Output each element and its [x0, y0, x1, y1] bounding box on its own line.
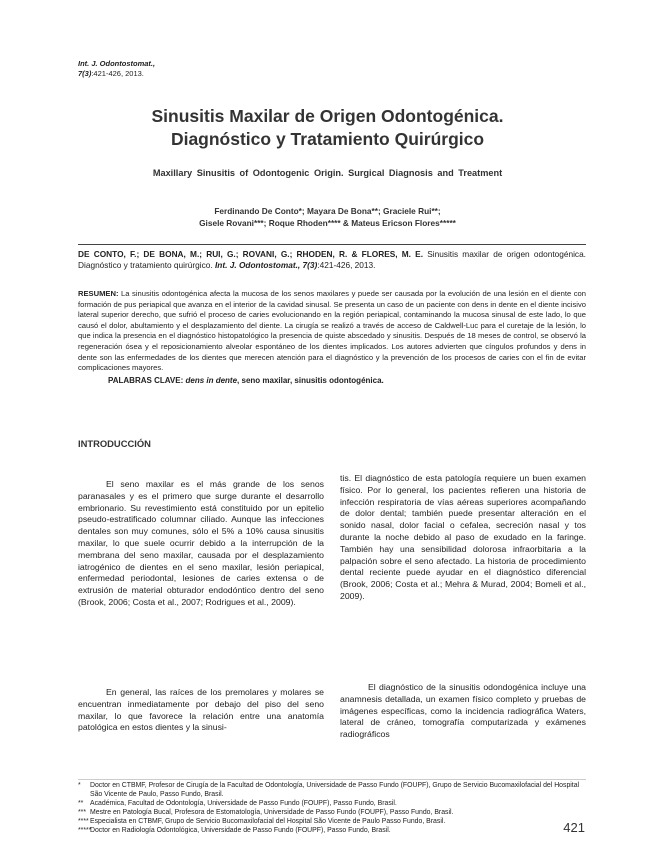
- journal-name: Int. J. Odontostomat.,: [78, 59, 156, 68]
- column-right-paragraph-2: [340, 682, 586, 741]
- footnote-mark: ***: [78, 808, 87, 816]
- english-title: Maxillary Sinusitis of Odontogenic Origin. Surgical Diagnosis and Treatment: [152, 168, 503, 178]
- paragraph: En general, las raíces de los premolares y molares se encuentran inmediatamente por debajo del piso del seno maxilar, lo que favorece la relación entre una anatomía patológica en estos dientes y la sinusi-: [78, 687, 324, 733]
- citation-journal: Int. J. Odontostomat., 7(3): [214, 260, 318, 270]
- title-line-2: Diagnóstico y Tratamiento Quirúrgico: [170, 129, 485, 149]
- footnote: [78, 809, 586, 818]
- footnote-mark: *****: [78, 826, 92, 834]
- keywords-label: PALABRAS CLAVE:: [108, 376, 186, 385]
- column-left-paragraph-1: [78, 479, 324, 609]
- section-heading: INTRODUCCIÓN: [78, 438, 151, 449]
- paragraph: El diagnóstico de la sinusitis odondogénica incluye una anamnesis detallada, un examen físico completo y pruebas de imágenes específicas, como la incidencia radiográfica Waters, lateral de cráneo, tomografía computarizada y exámenes radiográficos: [340, 682, 586, 740]
- paragraph: El seno maxilar es el más grande de los senos paranasales y es el primero que surge durante el desarrollo embrionario. Su revestimiento está constituido por un epitelio pseudo-estratificado columnar ciliado. Aunque las infecciones dentales son muy comunes, sólo el 5% a 10% causa sinusitis maxilar, lo que suele ocurrir debido a la interrupción de la membrana del seno maxilar, causada por el desplazamiento iatrogénico de dientes en el seno maxilar, lesión periapical, enfermedad periodontal, lesiones de caries extensa o de extrusión de material obturador endodóntico dentro del seno (Brook, 2006; Costa et al., 2007; Rodrigues et al., 2009).: [78, 479, 324, 607]
- citation: [78, 249, 586, 271]
- abstract: [78, 289, 586, 374]
- column-left-paragraph-2: [78, 687, 324, 734]
- footnote: [78, 782, 586, 800]
- footnote-mark: *: [78, 782, 81, 789]
- header-divider: [78, 244, 586, 245]
- citation-pages: :421-426, 2013.: [317, 260, 376, 270]
- author-list: [0, 206, 655, 229]
- footnote: [78, 827, 586, 836]
- paragraph: tis. El diagnóstico de esta patología requiere un buen examen físico. Por lo general, los pacientes refieren una historia de infección respiratoria de vías aéreas superiores acompañando de dolor dental; también puede presentar alteración en el sonido nasal, dolor facial o cefalea, secreción nasal y tos durante la noche debido al paso de exudado en la faringe. También hay una sensibilidad dolorosa infraorbitaria a la palpación sobre el seno afectado. La historia de procedimiento dental reciente puede ayudar en el diagnóstico diferencial (Brook, 2006; Costa et al.; Mehra & Murad, 2004; Bomeli et al., 2009).: [340, 473, 586, 601]
- keywords: [108, 376, 384, 385]
- journal-pages: :421-426, 2013.: [91, 69, 144, 78]
- footnote: [78, 818, 586, 827]
- keywords-rest: , seno maxilar, sinusitis odontogénica.: [237, 376, 384, 385]
- authors-line-1: Ferdinando De Conto*; Mayara De Bona**; Graciele Rui**;: [214, 206, 441, 216]
- page-number: 421: [563, 820, 585, 835]
- abstract-label: RESUMEN:: [78, 289, 122, 298]
- article-title: [0, 105, 655, 151]
- authors-line-2: Gisele Rovani***; Roque Rhoden**** & Mateus Ericson Flores*****: [199, 217, 456, 228]
- journal-volume: 7(3): [78, 69, 92, 78]
- footnotes: [78, 782, 586, 835]
- abstract-text: La sinusitis odontogénica afecta la mucosa de los senos maxilares y puede ser causada por la evolución de una lesión en el diente con formación de pus periapical que avanza en el interior de la cavidad sinusal. Se presenta un caso de un paciente con dens in dente en el diente incisivo lateral superior derecho, que sufrió el proceso de caries evolucionando en la región periapical, contaminando la mucosa sinusal de este lado, lo que causó el dolor, abultamiento y el desplazamiento del diente. La cirugía se realizó a través de acceso de Caldwell-Luc para el curetaje de la lesión, lo que indica la presencia en el diagnóstico histopatológico la presencia de quiste abscedado y sinusitis. Después de 18 meses de control, se observó la regeneración ósea y el reposicionamiento alveolar espontáneo de los dientes implicados. Los autores advierten que cíngulos profundos y dens in dente son las enfermedades de los dientes que merecen atención para el diagnóstico y la prevención de los procesos de caries con el fin de evitar complicaciones mayores.: [78, 289, 586, 373]
- column-right-paragraph-1: [340, 473, 586, 603]
- citation-text: Sinusitis maxilar de origen odontogénica. Diagnóstico y tratamiento quirúrgico.: [78, 249, 586, 270]
- footnote-text: Mestre en Patología Bucal, Profesora de Estomatología, Universidade de Passo Fundo (FOUPF), Passo Fundo, Brasil.: [90, 808, 454, 816]
- footnote-mark: ****: [78, 817, 89, 825]
- footnote-mark: **: [78, 799, 84, 807]
- journal-reference: [78, 59, 155, 79]
- footnote-divider: [78, 779, 586, 780]
- citation-authors: DE CONTO, F.; DE BONA, M.; RUI, G.; ROVANI, G.; RHODEN, R. & FLORES, M. E.: [78, 249, 424, 259]
- footnote-text: Académica, Facultad de Odontología, Universidade de Passo Fundo (FOUPF), Passo Fundo, Brasil.: [90, 799, 397, 807]
- footnote-text: Especialista en CTBMF, Grupo de Servicio Bucomaxilofacial del Hospital São Vicente de Paulo Passo Fundo, Brasil.: [90, 817, 446, 825]
- title-line-1: Sinusitis Maxilar de Origen Odontogénica.: [151, 106, 504, 126]
- footnote-text: Doctor en Radiología Odontológica, Universidade de Passo Fundo (FOUPF), Passo Fundo, Brasil.: [90, 826, 391, 834]
- footnote: [78, 800, 586, 809]
- footnote-text: Doctor en CTBMF, Profesor de Cirugía de la Facultad de Odontología, Universidade de Passo Fundo (FOUPF), Grupo de Servicio Bucomaxilofacial del Hospital São Vicente de Paulo, Passo Fundo, Brasil.: [90, 782, 580, 798]
- keyword-italic: dens in dente: [185, 376, 238, 385]
